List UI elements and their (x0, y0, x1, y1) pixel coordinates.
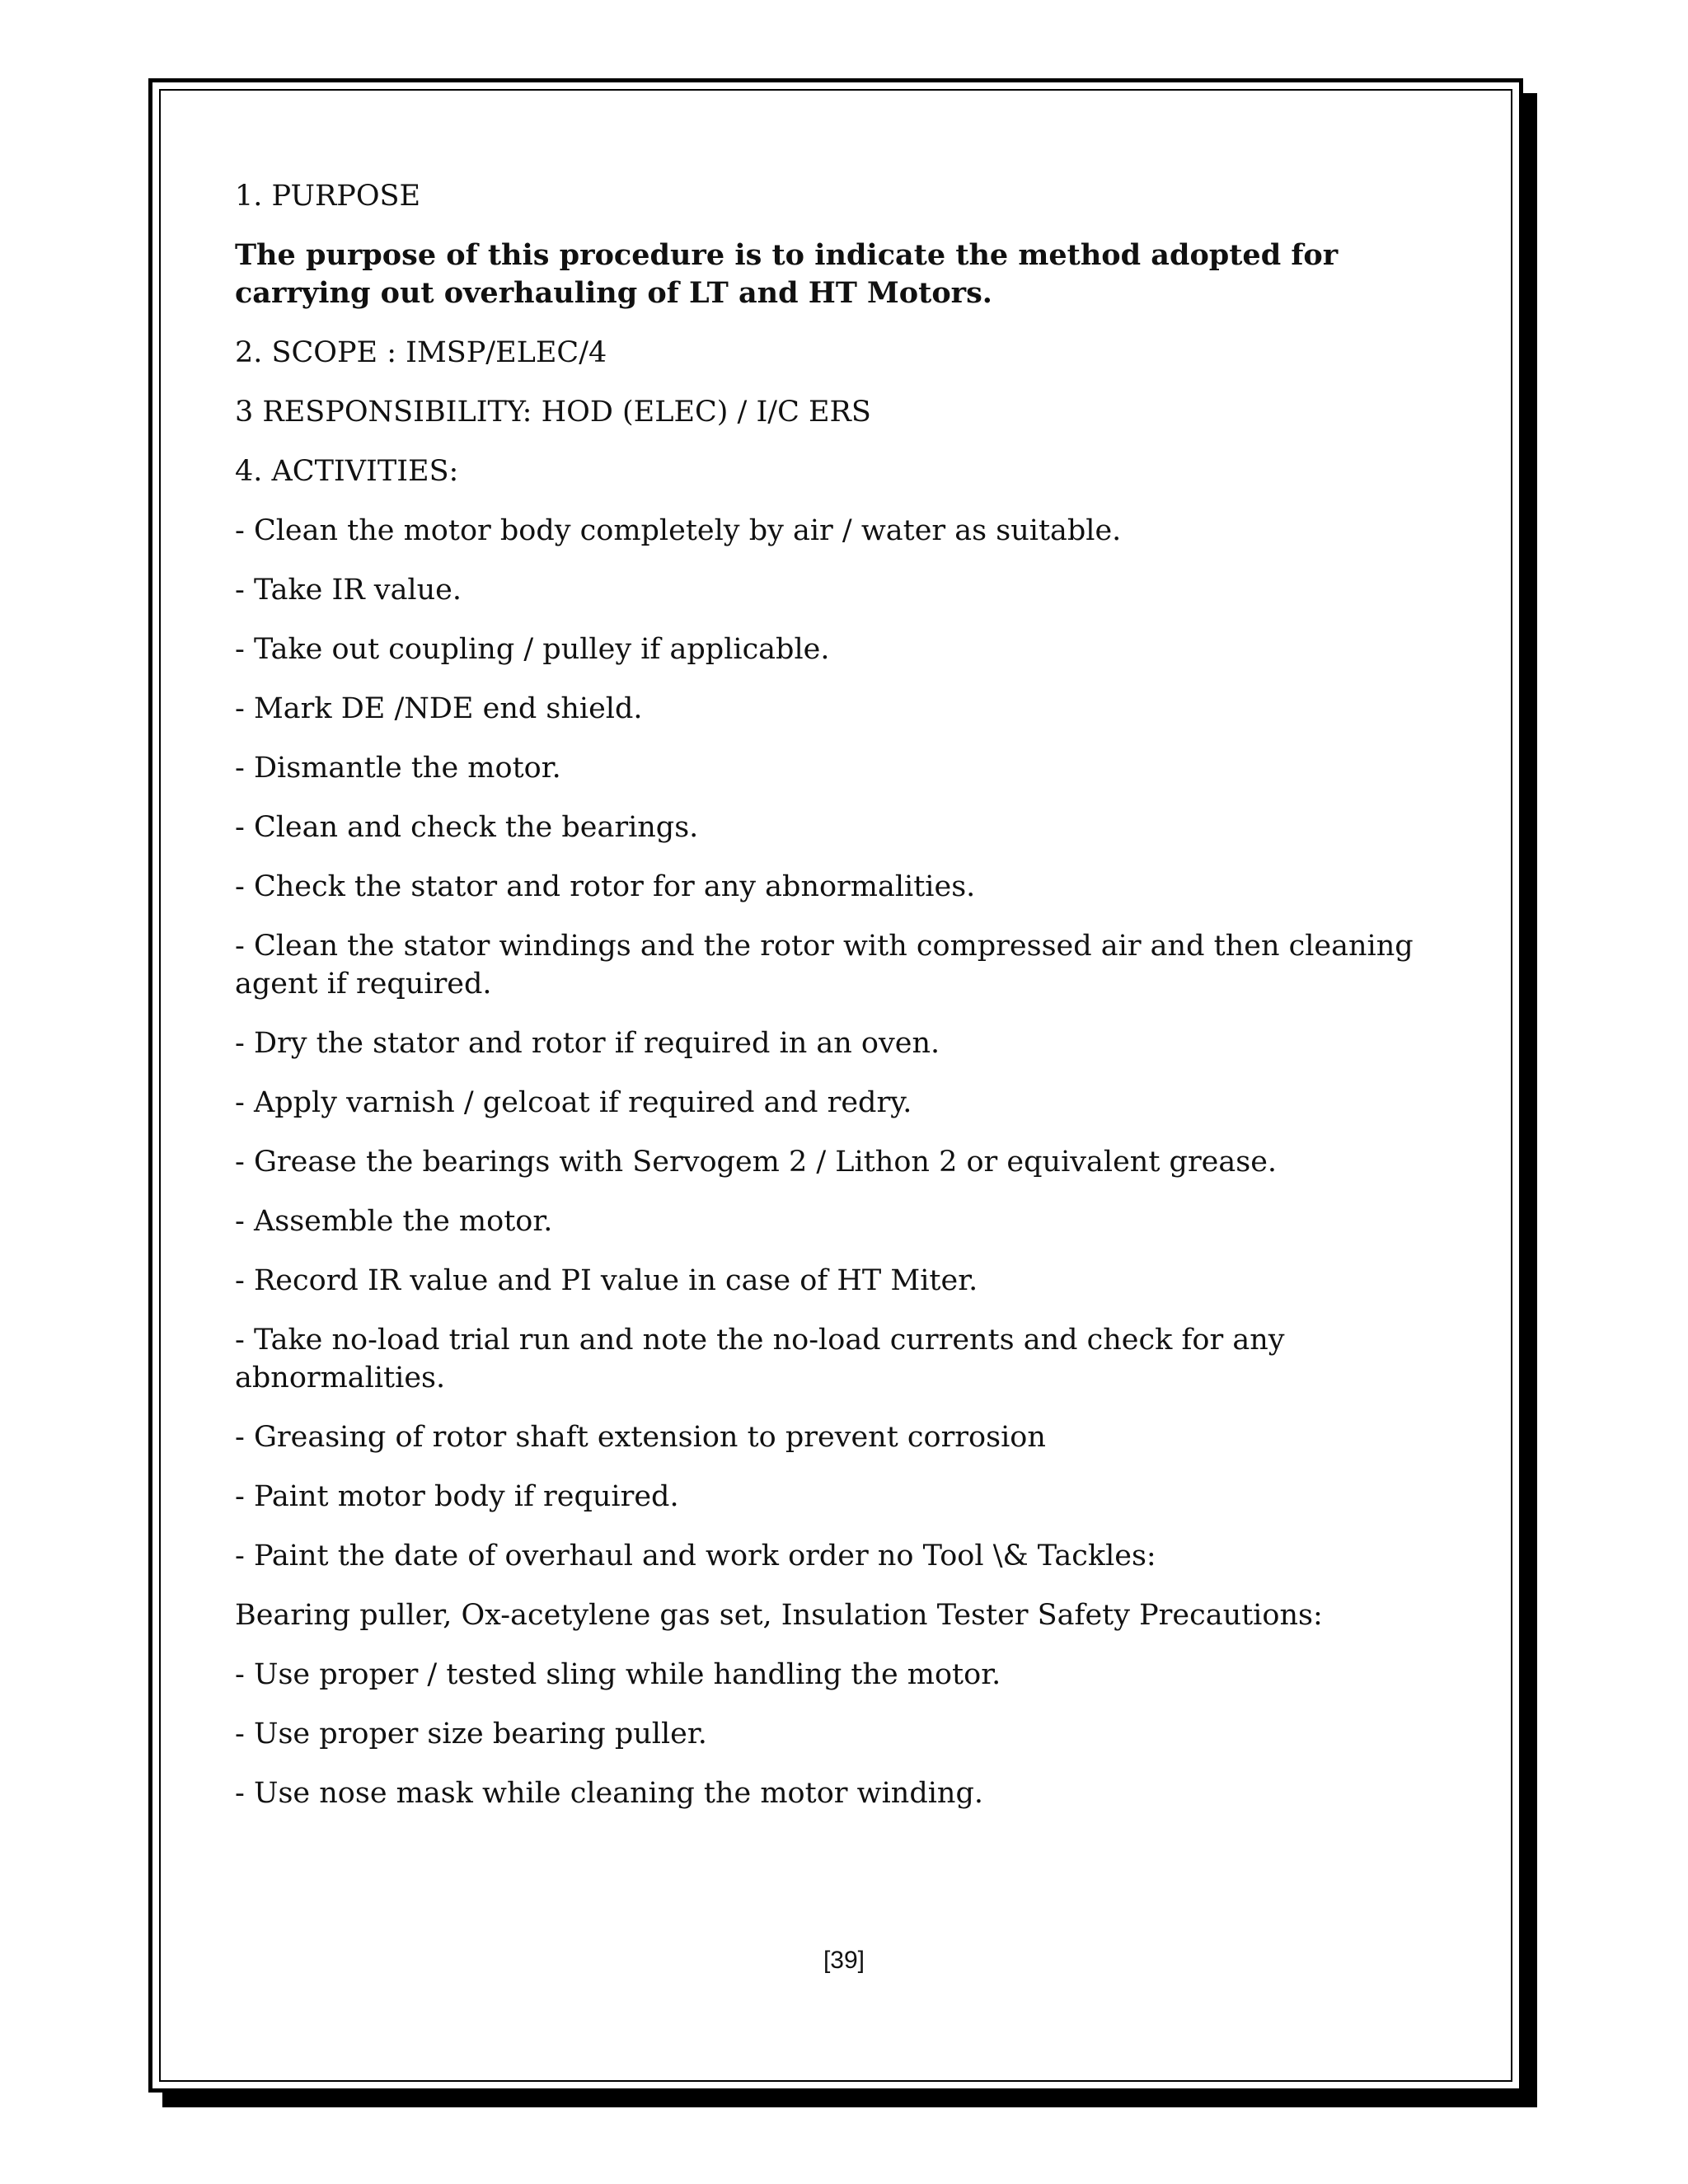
activity-item: - Check the stator and rotor for any abnormalities. (235, 870, 976, 903)
activity-item: - Dry the stator and rotor if required in an oven. (235, 1027, 940, 1060)
tools-and-precautions: Bearing puller, Ox-acetylene gas set, Insulation Tester Safety Precautions: (235, 1599, 1323, 1632)
activity-item: - Take IR value. (235, 574, 462, 607)
activity-item: - Record IR value and PI value in case of HT Miter. (235, 1264, 978, 1297)
section-heading-purpose: 1. PURPOSE (235, 180, 421, 213)
document-body (235, 177, 1479, 1834)
activity-item: - Paint the date of overhaul and work order no Tool \& Tackles: (235, 1540, 1156, 1572)
activity-item: - Apply varnish / gelcoat if required and redry. (235, 1086, 912, 1119)
activity-item: - Assemble the motor. (235, 1205, 553, 1238)
activity-item: - Take no-load trial run and note the no-load currents and check for any abnormalities. (235, 1324, 1285, 1394)
safety-item: - Use proper size bearing puller. (235, 1718, 707, 1750)
section-heading-scope: 2. SCOPE : IMSP/ELEC/4 (235, 336, 607, 369)
activity-item: - Greasing of rotor shaft extension to prevent corrosion (235, 1421, 1046, 1454)
purpose-statement: The purpose of this procedure is to indicate the method adopted for carrying out overhauling of LT and HT Motors. (235, 238, 1339, 310)
section-heading-responsibility: 3 RESPONSIBILITY: HOD (ELEC) / I/C ERS (235, 396, 871, 429)
activity-item: - Dismantle the motor. (235, 752, 561, 785)
activity-item: - Paint motor body if required. (235, 1480, 679, 1513)
section-heading-activities: 4. ACTIVITIES: (235, 455, 459, 488)
page-number: [39] (823, 1947, 865, 1974)
activity-item: - Grease the bearings with Servogem 2 / Lithon 2 or equivalent grease. (235, 1146, 1278, 1179)
activity-item: - Clean the motor body completely by air / water as suitable. (235, 514, 1122, 547)
safety-item: - Use nose mask while cleaning the motor winding. (235, 1777, 983, 1810)
activity-item: - Mark DE /NDE end shield. (235, 692, 643, 725)
activity-item: - Take out coupling / pulley if applicable. (235, 633, 830, 666)
safety-item: - Use proper / tested sling while handling the motor. (235, 1658, 1001, 1691)
activity-item: - Clean and check the bearings. (235, 811, 699, 844)
activity-item: - Clean the stator windings and the rotor with compressed air and then cleaning agent if required. (235, 930, 1414, 1001)
